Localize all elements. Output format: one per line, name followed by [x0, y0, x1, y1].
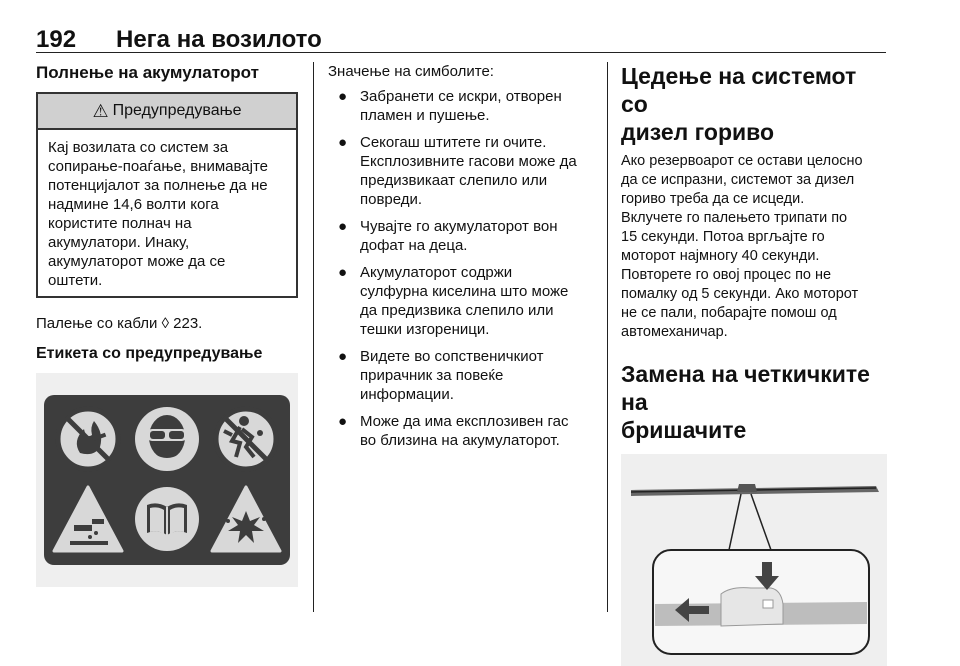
text-line: Вклучете го палењето трипати по: [621, 210, 848, 226]
page-ref-number[interactable]: 223.: [173, 315, 203, 332]
list-item-line: Забранети се искри, отворен: [360, 88, 562, 105]
bullet: ●: [338, 348, 348, 365]
warning-line: оштети.: [48, 272, 103, 289]
text-line: автомеханичар.: [621, 324, 728, 340]
wiper-replacement-title: [621, 360, 887, 444]
list-item-line: повреди.: [360, 191, 423, 208]
list-item: [328, 217, 600, 255]
symbols-intro: Значење на симболите:: [328, 63, 494, 80]
list-item-line: информации.: [360, 386, 454, 403]
list-item-line: Може да има експлозивен гас: [360, 413, 569, 430]
list-item: [328, 133, 600, 209]
wiper-blade-diagram: [621, 454, 887, 666]
bullet: ●: [338, 264, 348, 281]
title-line: бришачите: [621, 417, 747, 443]
warning-line: надмине 14,6 волти кога: [48, 196, 219, 213]
battery-charging-title: Полнење на акумулаторот: [36, 63, 259, 82]
list-item: [328, 87, 600, 125]
left-column: [36, 62, 298, 587]
text-line: Повторете го овој процес по не: [621, 267, 832, 283]
list-item-line: да предизвика слепило или: [360, 302, 554, 319]
list-item-line: тешки изгореници.: [360, 321, 490, 338]
bullet: ●: [338, 134, 348, 151]
warning-title: Предупредување: [112, 102, 242, 119]
eye-protection-icon: [135, 407, 199, 471]
title-line: дизел гориво: [621, 119, 775, 145]
list-item: [328, 347, 600, 404]
list-item-line: во близина на акумулаторот.: [360, 432, 560, 449]
list-item-line: Чувајте го акумулаторот вон: [360, 218, 558, 235]
page-number: 192: [36, 26, 77, 53]
keep-children-away-icon: [214, 407, 278, 471]
warning-label-title: Етикета со предупредување: [36, 345, 263, 362]
column-divider-left: [313, 62, 314, 612]
text-line: не се пали, побарајте помош од: [621, 305, 837, 321]
text-line: 15 секунди. Потоа вргљајте го: [621, 229, 825, 245]
title-line: Замена на четкичките на: [621, 361, 870, 415]
warning-line: сопирање-поаѓање, внимавајте: [48, 158, 269, 175]
warning-line: Кај возилата со систем за: [48, 139, 229, 156]
jump-start-text: Палење со кабли: [36, 315, 158, 332]
diesel-drain-text: [621, 152, 887, 342]
text-line: помалку од 5 секунди. Ако моторот: [621, 286, 859, 302]
warning-body: [38, 130, 296, 296]
title-line: Цедење на системот со: [621, 63, 857, 117]
bullet: ●: [338, 218, 348, 235]
warning-line: потенцијалот за полнење да не: [48, 177, 268, 194]
symbols-list: [328, 87, 600, 450]
page-ref-symbol: ◊: [161, 315, 169, 332]
list-item: [328, 412, 600, 450]
list-item: [328, 263, 600, 339]
warning-header: [38, 94, 296, 130]
manual-book-icon: [135, 487, 199, 551]
warning-line: акумулаторот може да се: [48, 253, 226, 270]
bullet: ●: [338, 413, 348, 430]
list-item-line: Акумулаторот содржи: [360, 264, 513, 281]
list-item-line: дофат на деца.: [360, 237, 468, 254]
text-line: моторот најмногу 40 секунди.: [621, 248, 820, 264]
warning-triangle-icon: ⚠: [92, 100, 109, 121]
page-header: [36, 26, 886, 53]
text-line: гориво треба да се исцеди.: [621, 191, 805, 207]
jump-start-reference: [36, 314, 298, 333]
list-item-line: Експлозивните гасови може да: [360, 153, 577, 170]
chapter-title: Нега на возилото: [116, 26, 322, 53]
warning-label-illustration: [36, 373, 298, 587]
right-column: [621, 62, 887, 666]
list-item-line: Видете во сопственичкиот: [360, 348, 544, 365]
warning-line: акумулатори. Инаку,: [48, 234, 190, 251]
wiper-illustration: [621, 454, 887, 666]
no-fire-icon: [56, 407, 120, 471]
warning-box: [36, 92, 298, 298]
middle-column: [328, 62, 600, 458]
bullet: ●: [338, 88, 348, 105]
text-line: да се испразни, системот за дизел: [621, 172, 855, 188]
text-line: Ако резервоарот се остави целосно: [621, 153, 863, 169]
list-item-line: пламен и пушење.: [360, 107, 490, 124]
warning-sign-board: [44, 395, 290, 565]
list-item-line: предизвикаат слепило или: [360, 172, 548, 189]
list-item-line: Секогаш штитете ги очите.: [360, 134, 547, 151]
list-item-line: прирачник за повеќе: [360, 367, 504, 384]
diesel-drain-title: [621, 62, 887, 146]
column-divider-right: [607, 62, 608, 612]
list-item-line: сулфурна киселина што може: [360, 283, 569, 300]
warning-line: користите полнач на: [48, 215, 192, 232]
